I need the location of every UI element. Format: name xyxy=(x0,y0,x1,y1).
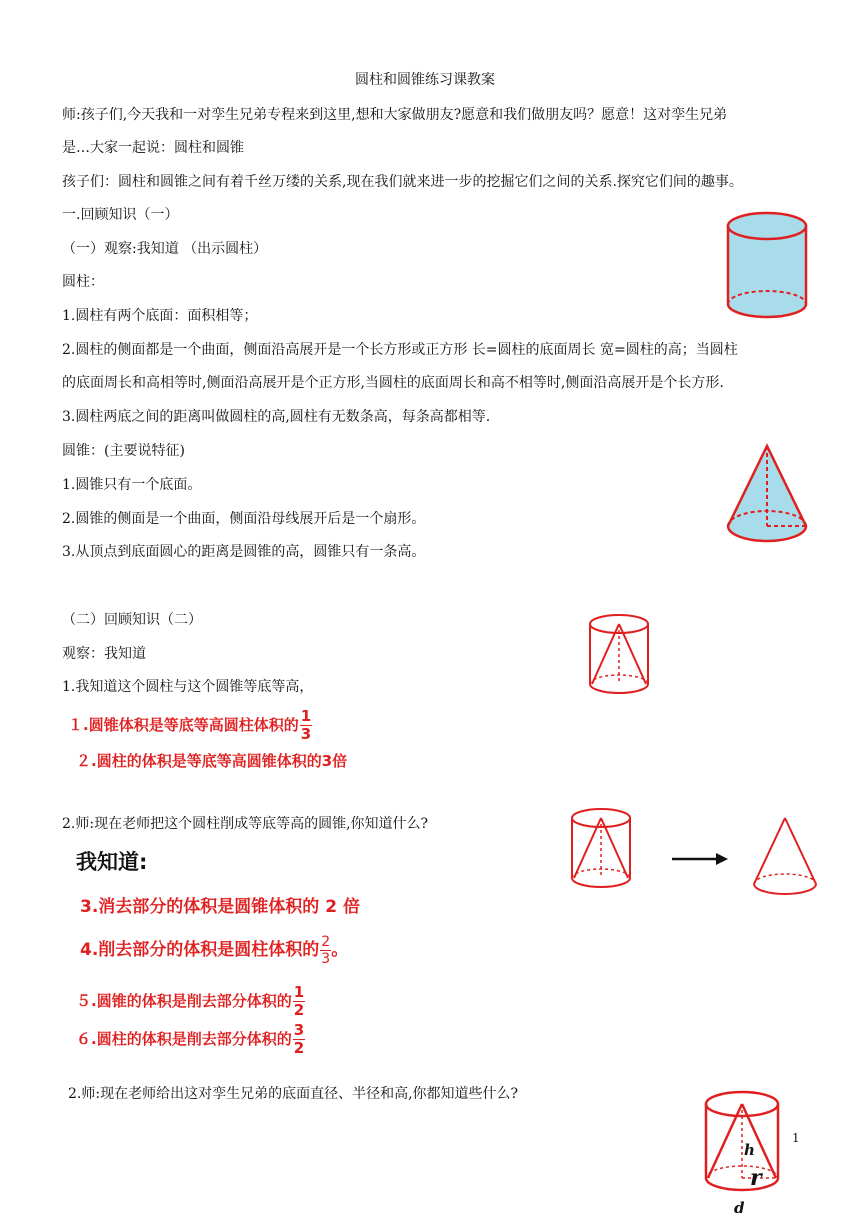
section2-item-1: 1.我知道这个圆柱与这个圆锥等底等高， xyxy=(62,679,314,695)
cone-figure xyxy=(724,442,810,552)
cylinder-item-2: 2.圆柱的侧面都是一个曲面，侧面沿高展开是一个长方形或正方形 长=圆柱的底面周长 宽=圆柱的高；当圆柱 xyxy=(62,342,738,358)
page-number: 1 xyxy=(792,1131,800,1145)
section2-heading: （二）回顾知识（二） xyxy=(62,612,202,628)
red-statement-3: 3.消去部分的体积是圆锥体积的 2 倍 xyxy=(80,897,360,917)
cone-item-2: 2.圆锥的侧面是一个曲面，侧面沿母线展开后是一个扇形。 xyxy=(62,511,426,527)
fraction-denominator: 3 xyxy=(300,725,312,743)
red-statement-6-text: ６.圆柱的体积是削去部分体积的 xyxy=(76,1030,292,1048)
cone-result-figure xyxy=(750,814,820,900)
red-statement-4-text: 4.削去部分的体积是圆柱体积的 xyxy=(80,940,320,960)
page-title: 圆柱和圆锥练习课教案 xyxy=(355,72,495,88)
red-statement-6 xyxy=(76,1022,305,1056)
intro-line-1: 师:孩子们,今天我和一对孪生兄弟专程来到这里,想和大家做朋友?愿意和我们做朋友吗？愿意！这对孪生兄弟 xyxy=(62,107,728,123)
cylinder-item-2-cont: 的底面周长和高相等时,侧面沿高展开是个正方形,当圆柱的底面周长和高不相等时,侧面沿高展开是个长方形. xyxy=(62,375,724,391)
red-statement-5-text: ５.圆锥的体积是削去部分体积的 xyxy=(76,992,292,1010)
cylinder-figure xyxy=(724,208,810,328)
fraction-numerator: 1 xyxy=(293,983,305,1001)
red-statement-4 xyxy=(80,930,348,970)
section4-question: 2.师:现在老师给出这对孪生兄弟的底面直径、半径和高,你都知道些什么? xyxy=(68,1086,519,1102)
red-statement-2: ２.圆柱的体积是等底等高圆锥体积的3倍 xyxy=(76,752,348,770)
red-statement-5 xyxy=(76,984,305,1018)
intro-line-2: 是…大家一起说：圆柱和圆锥 xyxy=(62,140,244,156)
section3-question: 2.师:现在老师把这个圆柱削成等底等高的圆锥,你知道什么? xyxy=(62,816,429,832)
intro-line-3: 孩子们：圆柱和圆锥之间有着千丝万缕的关系,现在我们就来进一步的挖掘它们之间的关系.探究它们间的趣事。 xyxy=(62,174,743,190)
cylinder-item-3: 3.圆柱两底之间的距离叫做圆柱的高,圆柱有无数条高，每条高都相等. xyxy=(62,409,491,425)
fraction-numerator: 3 xyxy=(293,1021,305,1039)
cone-title: 圆锥：(主要说特征) xyxy=(62,443,185,459)
red-statement-1 xyxy=(68,708,312,742)
fraction-one-half xyxy=(293,985,305,1018)
cone-item-1: 1.圆锥只有一个底面。 xyxy=(62,477,202,493)
fraction-numerator: 1 xyxy=(300,707,312,725)
fraction-one-third xyxy=(300,709,312,742)
red-statement-4-suffix: 。 xyxy=(331,940,349,960)
cylinder-cone-figure-2 xyxy=(568,806,634,892)
fraction-denominator: 2 xyxy=(293,1001,305,1019)
cylinder-cone-labeled-figure xyxy=(700,1088,786,1216)
section2-observe: 观察：我知道 xyxy=(62,646,146,662)
right-arrow-icon xyxy=(672,852,728,866)
fraction-numerator: 2 xyxy=(321,933,331,950)
i-know-heading: 我知道: xyxy=(76,850,148,874)
cylinder-cone-figure xyxy=(586,612,652,698)
red-statement-1-text: １.圆锥体积是等底等高圆柱体积的 xyxy=(68,716,299,734)
cylinder-item-1: 1.圆柱有两个底面：面积相等； xyxy=(62,308,258,324)
cone-item-3: 3.从顶点到底面圆心的距离是圆锥的高，圆锥只有一条高。 xyxy=(62,544,426,560)
radius-label: r xyxy=(750,1165,762,1191)
height-label: h xyxy=(744,1141,755,1159)
cylinder-title: 圆柱： xyxy=(62,274,104,290)
section1-heading: 一.回顾知识（一） xyxy=(62,207,179,223)
fraction-three-halves xyxy=(293,1023,305,1056)
fraction-denominator: 2 xyxy=(293,1039,305,1057)
diameter-label: d xyxy=(734,1199,745,1217)
fraction-two-thirds xyxy=(320,935,331,966)
fraction-denominator: 3 xyxy=(321,950,331,967)
section1-observe: （一）观察:我知道 （出示圆柱） xyxy=(62,241,268,257)
